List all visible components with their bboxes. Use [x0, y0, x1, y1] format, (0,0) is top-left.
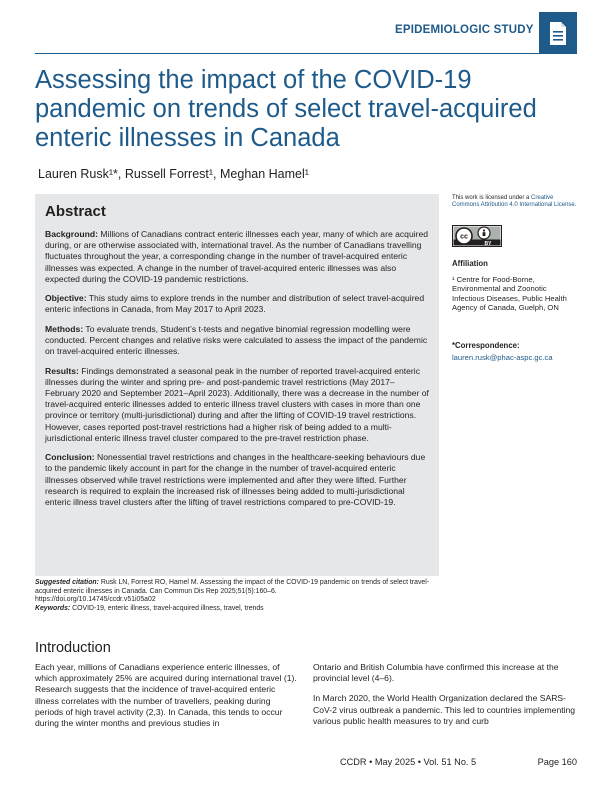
license-prefix: This work is licensed under a	[452, 195, 532, 201]
abstract-methods	[45, 324, 429, 358]
license-link[interactable]: Creative Commons Attribution 4.0 International License	[452, 195, 575, 209]
keywords-text: COVID-19, enteric illness, travel-acquired illness, travel, trends	[70, 604, 264, 612]
citation-text: Rusk LN, Forrest RO, Hamel M. Assessing the impact of the COVID-19 pandemic on trends of select travel-acquired enteric illnesses in Canada. Can Commun Dis Rep 2025;51(5):160–6.	[35, 579, 430, 595]
svg-text:cc: cc	[460, 233, 468, 241]
cc-badge-label: BY	[484, 241, 492, 247]
objective-label: Objective:	[45, 293, 87, 304]
journal-info: CCDR • May 2025 • Vol. 51 No. 5	[340, 757, 477, 767]
keywords-label: Keywords:	[35, 604, 71, 612]
paragraph: Each year, millions of Canadians experience enteric illnesses, of which approximately 25% are acquired during international travel (1). Research suggests that the incidence of travel-acquired enteric illness correlates with the number of travellers, peaking during periods of high travel activity (2,3). In Canada, this tends to occur during the winter months and previous studies in	[35, 662, 297, 729]
methods-text: To evaluate trends, Student’s t-tests and negative binomial regression modelling were conducted. Percent changes and relative risks were calculated to assess the impact of the pandemic on travel-acquired enteric illnesses.	[45, 323, 428, 357]
paragraph: In March 2020, the World Health Organization declared the SARS-CoV-2 virus outbreak a pandemic. This led to countries implementing various public health measures to try and curb	[313, 693, 576, 726]
license-notice	[452, 195, 577, 210]
author-list: Lauren Rusk¹*, Russell Forrest¹, Meghan Hamel¹	[38, 167, 309, 181]
citation-line	[35, 579, 445, 596]
keywords-line	[35, 605, 445, 614]
cc-by-badge[interactable]	[452, 225, 502, 247]
citation-doi[interactable]: https://doi.org/10.14745/ccdr.v51i05a02	[35, 596, 156, 604]
body-column-right	[313, 662, 577, 736]
body-column-left	[35, 662, 298, 738]
correspondence-email[interactable]: lauren.rusk@phac-aspc.gc.ca	[452, 353, 553, 362]
conclusion-text: Nonessential travel restrictions and changes in the healthcare-seeking behaviours due to the pandemic likely account in part for the change in the number of travel-acquired enteric illnesses observed while travel restrictions were implemented and after they were lifted. Further research is required to explain the increased risk of illnesses being added to multi-jurisdictional enteric illness travel clusters after the lifting of travel restrictions compared to pre-COVID-19.	[45, 452, 426, 508]
introduction-heading: Introduction	[35, 640, 111, 656]
conclusion-label: Conclusion:	[45, 452, 95, 463]
paragraph: Ontario and British Columbia have confirmed this increase at the provincial level (4–6).	[313, 662, 559, 684]
abstract-body	[45, 229, 429, 516]
abstract-background	[45, 229, 429, 285]
affiliation-heading: Affiliation	[452, 259, 488, 268]
citation-label: Suggested citation:	[35, 579, 99, 586]
affiliation-text: ¹ Centre for Food-Borne, Environmental and Zoonotic Infectious Diseases, Public Health Agency of Canada, Guelph, ON	[452, 275, 567, 313]
abstract-objective	[45, 293, 429, 315]
suggested-citation	[35, 579, 445, 613]
page-number: Page 160	[537, 757, 577, 767]
results-label: Results:	[45, 365, 79, 376]
objective-text: This study aims to explore trends in the number and distribution of select travel-acquired enteric infections in Canada, from May 2017 to April 2023.	[45, 293, 425, 315]
results-text: Findings demonstrated a seasonal peak in the number of reported travel-acquired enteric illnesses during the winter and spring pre- and post-pandemic travel restrictions (May 2017–February 2020 and September 2021–April 2023). Additionally, there was a decrease in the number of travel-acquired enteric illnesses added to enteric illness travel clusters with cases in more than one province or territory (multi-jurisdictional) during and after the lifting of COVID-19 travel restrictions. However, cases reported post-travel restrictions had a higher risk of being added to a multi-jurisdictional enteric illness travel cluster compared to the pre-travel restriction phase.	[45, 365, 429, 443]
license-suffix: .	[574, 202, 577, 209]
methods-label: Methods:	[45, 323, 84, 334]
article-title: Assessing the impact of the COVID-19 pandemic on trends of select travel-acquired enteric illnesses in Canada	[35, 66, 537, 152]
abstract-conclusion	[45, 452, 429, 508]
correspondence-heading: *Correspondence:	[452, 341, 520, 350]
header-rule	[35, 53, 539, 54]
document-tab	[539, 12, 577, 54]
background-text: Millions of Canadians contract enteric illnesses each year, many of which are acquired during, or are otherwise associated with, international travel. As the number of Canadians travelling fluctuates throughout the year, a corresponding change in the number of travel-acquired enteric illnesses was expected. A change in the number of travel-acquired enteric illnesses was also expected during the COVID-19 pandemic restrictions.	[45, 229, 429, 284]
background-label: Background:	[45, 229, 98, 239]
abstract-box	[35, 194, 439, 576]
abstract-results	[45, 366, 429, 444]
document-icon	[548, 21, 568, 46]
abstract-heading: Abstract	[45, 203, 106, 220]
section-label: EPIDEMIOLOGIC STUDY	[395, 24, 534, 36]
